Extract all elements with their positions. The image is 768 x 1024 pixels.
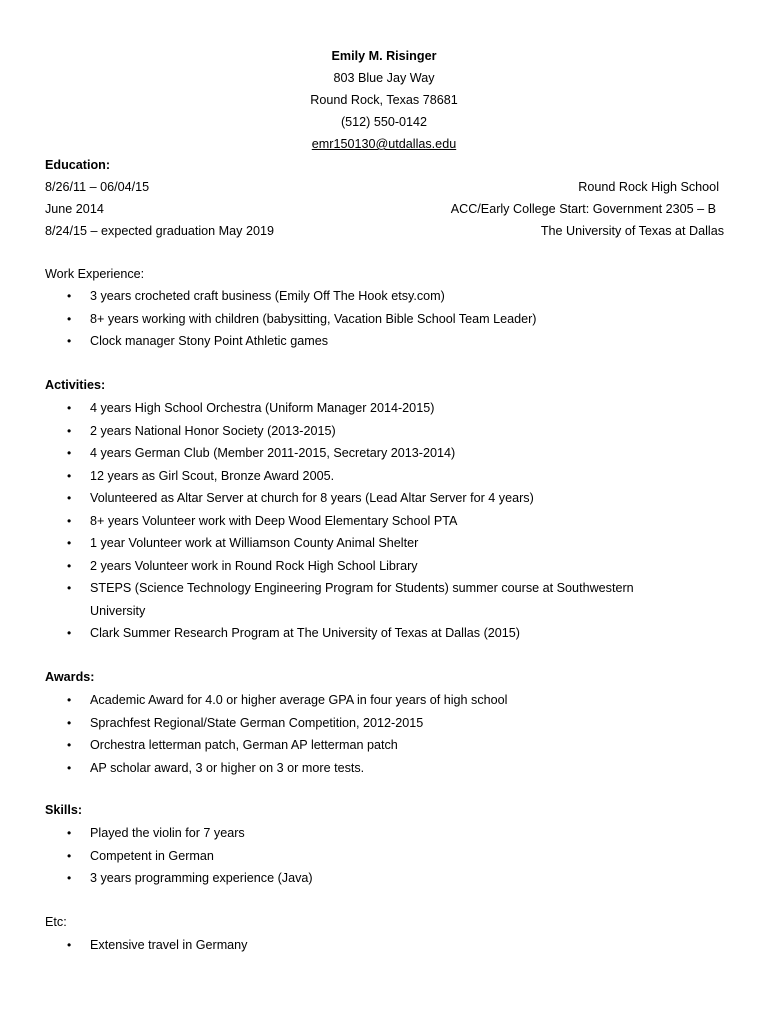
- list-item-text: Extensive travel in Germany: [90, 938, 248, 952]
- bullet-icon: •: [67, 715, 72, 730]
- bullet-icon: •: [67, 536, 72, 550]
- city-state-zip: Round Rock, Texas 78681: [310, 93, 458, 107]
- list-item: [45, 622, 725, 645]
- bullet-icon: •: [67, 558, 72, 573]
- bullet-icon: •: [67, 626, 72, 640]
- list-item: [45, 442, 725, 465]
- list-item-text: 3 years programming experience (Java): [90, 871, 313, 885]
- list-item: [45, 397, 725, 420]
- bullet-icon: •: [67, 513, 72, 528]
- education-row: [45, 198, 725, 220]
- street-address: 803 Blue Jay Way: [333, 71, 435, 85]
- bullet-icon: •: [67, 468, 72, 483]
- education-school: Round Rock High School: [578, 180, 719, 194]
- bullet-icon: •: [67, 760, 72, 775]
- bullet-icon: •: [67, 423, 72, 438]
- list-item-text: Clark Summer Research Program at The University of Texas at Dallas (2015): [90, 626, 520, 640]
- list-item-text: Clock manager Stony Point Athletic games: [90, 334, 329, 348]
- list-item-text: Played the violin for 7 years: [90, 826, 245, 840]
- list-item: [45, 555, 725, 578]
- list-item-text: STEPS (Science Technology Engineering Program for Students) summer course at Southwestern University: [90, 581, 634, 618]
- contact-header: [0, 45, 768, 155]
- list-item: [45, 845, 725, 868]
- etc-heading: Etc:: [45, 915, 67, 929]
- education-school: The University of Texas at Dallas: [540, 224, 724, 238]
- list-item: [45, 822, 725, 845]
- activities-heading: Activities:: [45, 378, 106, 392]
- list-item: [45, 510, 725, 533]
- bullet-icon: •: [67, 826, 72, 840]
- list-item-text: 4 years German Club (Member 2011-2015, Secretary 2013-2014): [90, 446, 456, 460]
- bullet-icon: •: [67, 491, 72, 505]
- work-experience-list: [45, 285, 725, 353]
- list-item-text: 2 years Volunteer work in Round Rock High School Library: [90, 558, 418, 573]
- education-row: [45, 176, 725, 198]
- bullet-icon: •: [67, 693, 72, 707]
- education-dates: June 2014: [45, 202, 104, 216]
- list-item: [45, 330, 725, 353]
- list-item-text: 12 years as Girl Scout, Bronze Award 2005.: [90, 468, 335, 483]
- list-item-text: AP scholar award, 3 or higher on 3 or more tests.: [90, 760, 365, 775]
- bullet-icon: •: [67, 311, 72, 326]
- skills-heading: Skills:: [45, 803, 83, 817]
- bullet-icon: •: [67, 848, 72, 863]
- list-item: [45, 934, 725, 957]
- list-item-text: 8+ years Volunteer work with Deep Wood Elementary School PTA: [90, 513, 458, 528]
- awards-heading: Awards:: [45, 670, 95, 684]
- list-item-text: 4 years High School Orchestra (Uniform Manager 2014-2015): [90, 401, 435, 415]
- list-item: [45, 308, 725, 331]
- bullet-icon: •: [67, 446, 72, 460]
- email-link[interactable]: emr150130@utdallas.edu: [311, 137, 457, 151]
- bullet-icon: •: [67, 938, 72, 952]
- list-item: [45, 734, 725, 757]
- education-dates: 8/24/15 – expected graduation May 2019: [45, 224, 274, 238]
- list-item-text: 1 year Volunteer work at Williamson County Animal Shelter: [90, 536, 419, 550]
- list-item: [45, 689, 725, 712]
- education-school: ACC/Early College Start: Government 2305 – B: [450, 202, 716, 216]
- list-item-text: Competent in German: [90, 848, 214, 863]
- list-item: [45, 757, 725, 780]
- education-row: [45, 220, 725, 242]
- bullet-icon: •: [67, 871, 72, 885]
- list-item: [45, 867, 725, 890]
- bullet-icon: •: [67, 581, 72, 595]
- bullet-icon: •: [67, 334, 72, 348]
- bullet-icon: •: [67, 289, 72, 303]
- list-item: [45, 420, 725, 443]
- list-item: [45, 487, 725, 510]
- list-item-text: Sprachfest Regional/State German Competition, 2012-2015: [90, 715, 424, 730]
- bullet-icon: •: [67, 738, 72, 752]
- list-item-text: Orchestra letterman patch, German AP letterman patch: [90, 738, 398, 752]
- education-heading: Education:: [45, 158, 111, 172]
- list-item-text: Volunteered as Altar Server at church for 8 years (Lead Altar Server for 4 years): [90, 491, 534, 505]
- phone-number: (512) 550-0142: [340, 115, 428, 129]
- list-item: [45, 465, 725, 488]
- etc-list: [45, 934, 725, 957]
- list-item: [45, 712, 725, 735]
- list-item-text: 8+ years working with children (babysitting, Vacation Bible School Team Leader): [90, 311, 537, 326]
- list-item: [45, 532, 725, 555]
- applicant-name: Emily M. Risinger: [331, 49, 437, 63]
- awards-list: [45, 689, 725, 779]
- skills-list: [45, 822, 725, 890]
- list-item-text: 2 years National Honor Society (2013-2015): [90, 423, 336, 438]
- work-experience-heading: Work Experience:: [45, 267, 145, 281]
- list-item: [45, 577, 725, 622]
- list-item-text: Academic Award for 4.0 or higher average GPA in four years of high school: [90, 693, 508, 707]
- list-item: [45, 285, 725, 308]
- bullet-icon: •: [67, 401, 72, 415]
- list-item-text: 3 years crocheted craft business (Emily Off The Hook etsy.com): [90, 289, 445, 303]
- education-dates: 8/26/11 – 06/04/15: [45, 180, 150, 194]
- activities-list: [45, 397, 725, 645]
